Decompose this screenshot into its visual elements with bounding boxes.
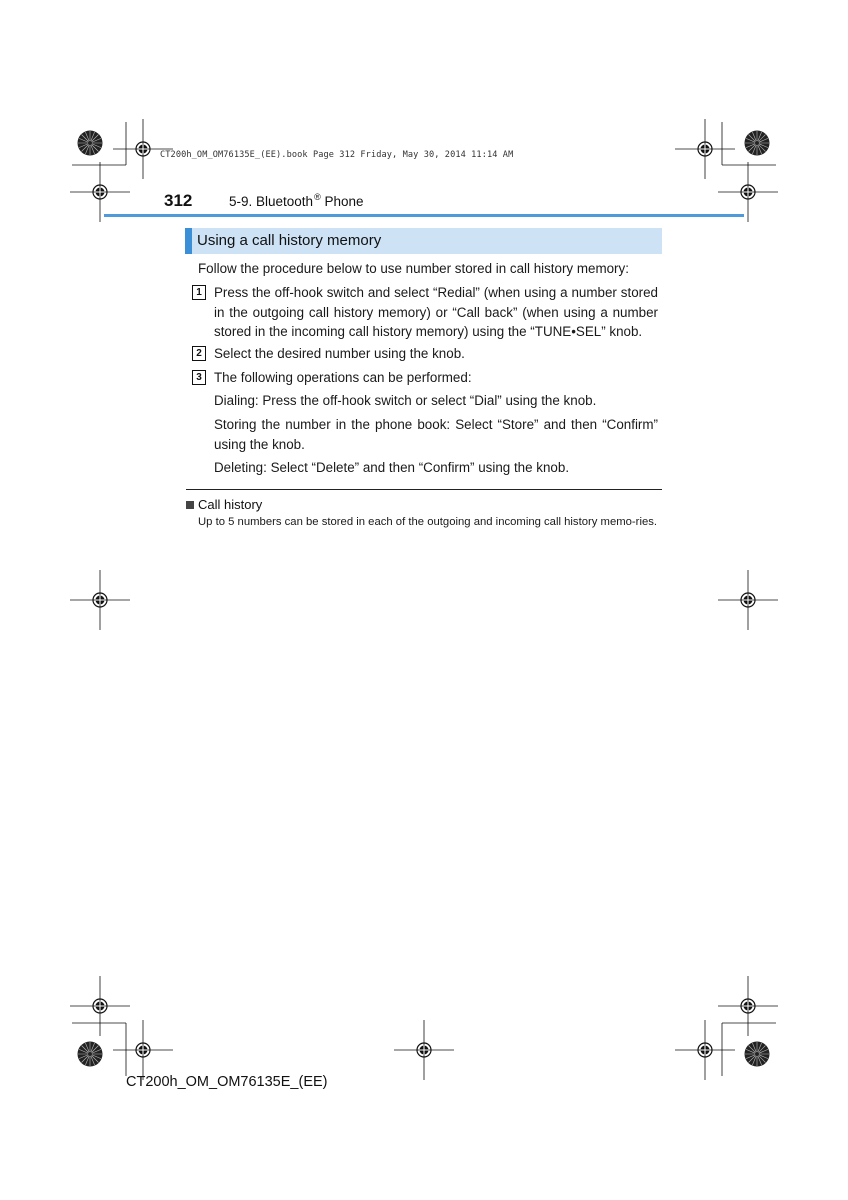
step-text-1: Press the off-hook switch and select “Redial” (when using a number stored in the outgoing call history memory) or “Call back” (when using a number stored in the incoming call history memory) using the “TUNE•SEL” knob. [214, 285, 658, 339]
step-number-2: 2 [192, 346, 206, 361]
section-heading-accent [185, 228, 192, 254]
section-heading-bar [185, 228, 662, 254]
step-text-2: Select the desired number using the knob. [214, 346, 465, 361]
header-rule [104, 214, 744, 217]
print-info-line: CT200h_OM_OM76135E_(EE).book Page 312 Friday, May 30, 2014 11:14 AM [160, 150, 514, 160]
step-text-3: The following operations can be performed: [214, 370, 472, 385]
note-divider [186, 489, 662, 490]
section-title: Using a call history memory [197, 232, 382, 249]
square-bullet-icon [186, 501, 194, 509]
operation-storing: Storing the number in the phone book: Select “Store” and then “Confirm” using the knob. [214, 417, 658, 452]
footer-manual-code: CT200h_OM_OM76135E_(EE) [126, 1074, 328, 1090]
step-number-3: 3 [192, 370, 206, 385]
registered-mark: ® [314, 192, 321, 202]
operation-deleting: Deleting: Select “Delete” and then “Confirm” using the knob. [214, 460, 570, 475]
note-body: Up to 5 numbers can be stored in each of the outgoing and incoming call history memo-ries. [198, 516, 658, 528]
section-ref-text: 5-9. Bluetooth [229, 194, 314, 209]
note-title: Call history [198, 497, 263, 512]
section-ref-suffix: Phone [320, 194, 364, 209]
intro-text: Follow the procedure below to use number stored in call history memory: [198, 261, 629, 276]
section-reference [229, 194, 364, 209]
page-number: 312 [164, 191, 193, 210]
step-number-1: 1 [192, 285, 206, 300]
operation-dialing: Dialing: Press the off-hook switch or select “Dial” using the knob. [214, 393, 597, 408]
